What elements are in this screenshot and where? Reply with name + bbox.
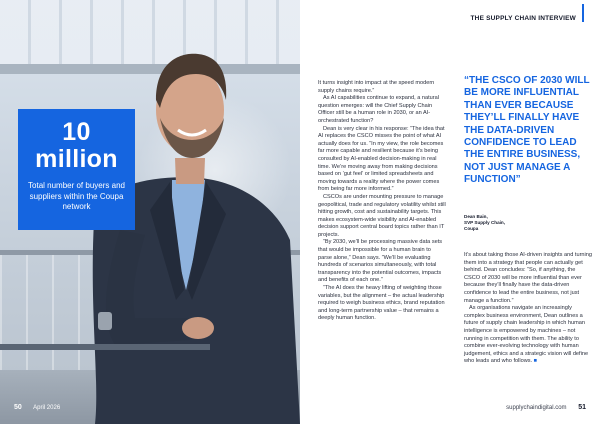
- stat-caption: Total number of buyers and suppliers within the Coupa network: [28, 181, 125, 211]
- paragraph: CSCOs are under mounting pressure to manage geopolitical, trade and regulatory volatility whilst still hitting growth, cost and sustainability targets. This makes ecosystem-wide visibility and AI-enabled decision support central board topics rather than IT projects.: [318, 193, 446, 238]
- paragraph-text: As organisations navigate an increasingly complex business environment, Dean outlines a future of supply chain leadership in which human intelligence is empowered by machines – not running in competition with them. The ability to combine ever-evolving technology with human judgement, ethics and a strategic vision will define who leads and who follows.: [464, 305, 589, 365]
- paragraph: “The AI does the heavy lifting of weighting those variables, but the alignment – the actual leadership required to weigh business ethics, brand reputation and long-term partnership value – that remains a deeply human function.: [318, 285, 445, 322]
- paragraph: Dean is very clear in his response: “The idea that AI replaces the CSCO misses the point of what AI actually does for us. “In my view, the role becomes far more capable and resilient because it’s being consulted by AI-enabled decision-making in real time. We’re moving away from making decisions based on ‘gut feel’ or limited spreadsheets and moving towards a reality where the power comes from being far more informed.”: [318, 125, 445, 193]
- wristwatch: [98, 312, 112, 330]
- end-mark-icon: ■: [533, 358, 538, 365]
- folio-right: [506, 404, 586, 411]
- folio-left: [14, 404, 60, 411]
- paragraph: It turns insight into impact at the speed modern supply chains require.”: [318, 80, 435, 94]
- paragraph: As AI capabilities continue to expand, a natural question emerges: will the Chief Supply Chain Officer still be a human role in 2030, or an AI-orchestrated function?: [318, 95, 439, 124]
- page-number-right: 51: [578, 404, 586, 411]
- attribution-company: Coupa: [464, 226, 479, 231]
- paragraph: It’s about taking those AI-driven insights and turning them into a strategy that people can actually get behind. Dean concludes: “So, if anything, the CSCO of 2030 will be more influential than ever because they’ll finally have the data-driven confidence to lead the entire business, not just manage a function.”: [464, 252, 593, 304]
- pull-quote: “THE CSCO OF 2030 WILL BE MORE INFLUENTIAL THAN EVER BECAUSE THEY’LL FINALLY HAVE THE DATA-DRIVEN CONFIDENCE TO LEAD THE ENTIRE BUSINESS, NOT JUST MANAGE A FUNCTION”: [464, 75, 590, 186]
- attribution-role: SVP Supply Chain,: [464, 220, 506, 225]
- article-text-page: [300, 0, 600, 424]
- stat-callout: [18, 109, 135, 230]
- website-url[interactable]: supplychaindigital.com: [506, 405, 567, 411]
- page-number-left: 50: [14, 404, 22, 411]
- article-column-right: [464, 252, 592, 366]
- section-header: THE SUPPLY CHAIN INTERVIEW: [470, 15, 576, 22]
- stat-value: 10 million: [35, 118, 118, 173]
- article-column-left: [318, 80, 446, 323]
- attribution-name: Dean Bain,: [464, 214, 488, 219]
- quote-attribution: [464, 214, 590, 232]
- hand: [182, 317, 214, 339]
- paragraph: “By 2030, we’ll be processing massive data sets that would be impossible for a human brain to parse alone,” Dean says. “We’ll be evaluating hundreds of scenarios simultaneously, with total transparency into the potential outcomes, impacts and benefits of each one.”: [318, 239, 443, 284]
- foreground-rail: [0, 344, 210, 350]
- paragraph: [464, 305, 592, 366]
- issue-date: April 2026: [33, 405, 61, 411]
- neck: [175, 158, 205, 184]
- section-header-rule: [582, 4, 584, 22]
